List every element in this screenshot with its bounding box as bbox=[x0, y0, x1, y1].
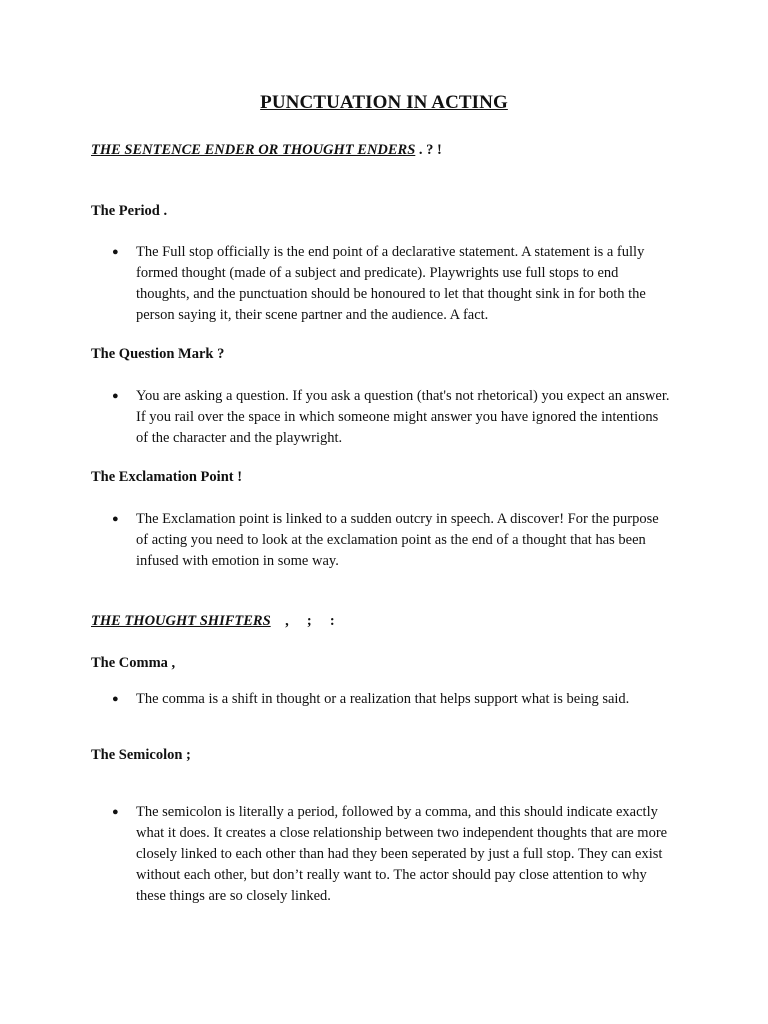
section-marks: . ? ! bbox=[415, 142, 442, 158]
section-title: THE THOUGHT SHIFTERS bbox=[91, 613, 271, 629]
document-title: PUNCTUATION IN ACTING bbox=[260, 92, 508, 113]
subheading-exclamation-point: The Exclamation Point ! bbox=[91, 469, 243, 485]
bullet-dot: ● bbox=[112, 513, 119, 525]
subheading-question-mark: The Question Mark ? bbox=[91, 346, 225, 362]
bullet-dot: ● bbox=[112, 693, 119, 705]
bullet-dot: ● bbox=[112, 390, 119, 402]
bullet-text: The Exclamation point is linked to a sudden outcry in speech. A discover! For the purpose of acting you need to look at the exclamation point as the end of a thought that has been infused with emotion in some way. bbox=[136, 511, 659, 569]
subheading-comma: The Comma , bbox=[91, 655, 176, 671]
bullet-dot: ● bbox=[112, 246, 119, 258]
bullet-exclamation-point bbox=[112, 509, 672, 572]
bullet-text: The semicolon is literally a period, followed by a comma, and this should indicate exactly what it does. It creates a close relationship between two independent thoughts that are more closely linked to each other than had they been seperated by just a full stop. They can exist without each other, but don’t really want to. The actor should pay close attention to why these things are so closely linked. bbox=[136, 804, 668, 904]
section-marks: , ; : bbox=[270, 613, 335, 629]
section-heading-thought-shifters bbox=[91, 613, 335, 630]
bullet-text: The Full stop officially is the end point of a declarative statement. A statement is a fully formed thought (made of a subject and predicate). Playwrights use full stops to end thoughts, and the punctuation should be honoured to let that thought sink in for both the person saying it, their scene partner and the audience. A fact. bbox=[136, 244, 646, 323]
bullet-comma bbox=[112, 689, 672, 710]
section-heading-sentence-enders bbox=[91, 142, 442, 159]
bullet-text: The comma is a shift in thought or a realization that helps support what is being said. bbox=[136, 691, 630, 707]
bullet-period bbox=[112, 242, 672, 326]
subheading-period: The Period . bbox=[91, 203, 168, 219]
bullet-question-mark bbox=[112, 386, 672, 449]
bullet-semicolon bbox=[112, 802, 672, 907]
section-title: THE SENTENCE ENDER OR THOUGHT ENDERS bbox=[91, 142, 416, 158]
bullet-dot: ● bbox=[112, 806, 119, 818]
bullet-text: You are asking a question. If you ask a question (that's not rhetorical) you expect an answer. If you rail over the space in which someone might answer you have ignored the intentions of the character and the playwright. bbox=[136, 388, 670, 446]
subheading-semicolon: The Semicolon ; bbox=[91, 747, 191, 763]
